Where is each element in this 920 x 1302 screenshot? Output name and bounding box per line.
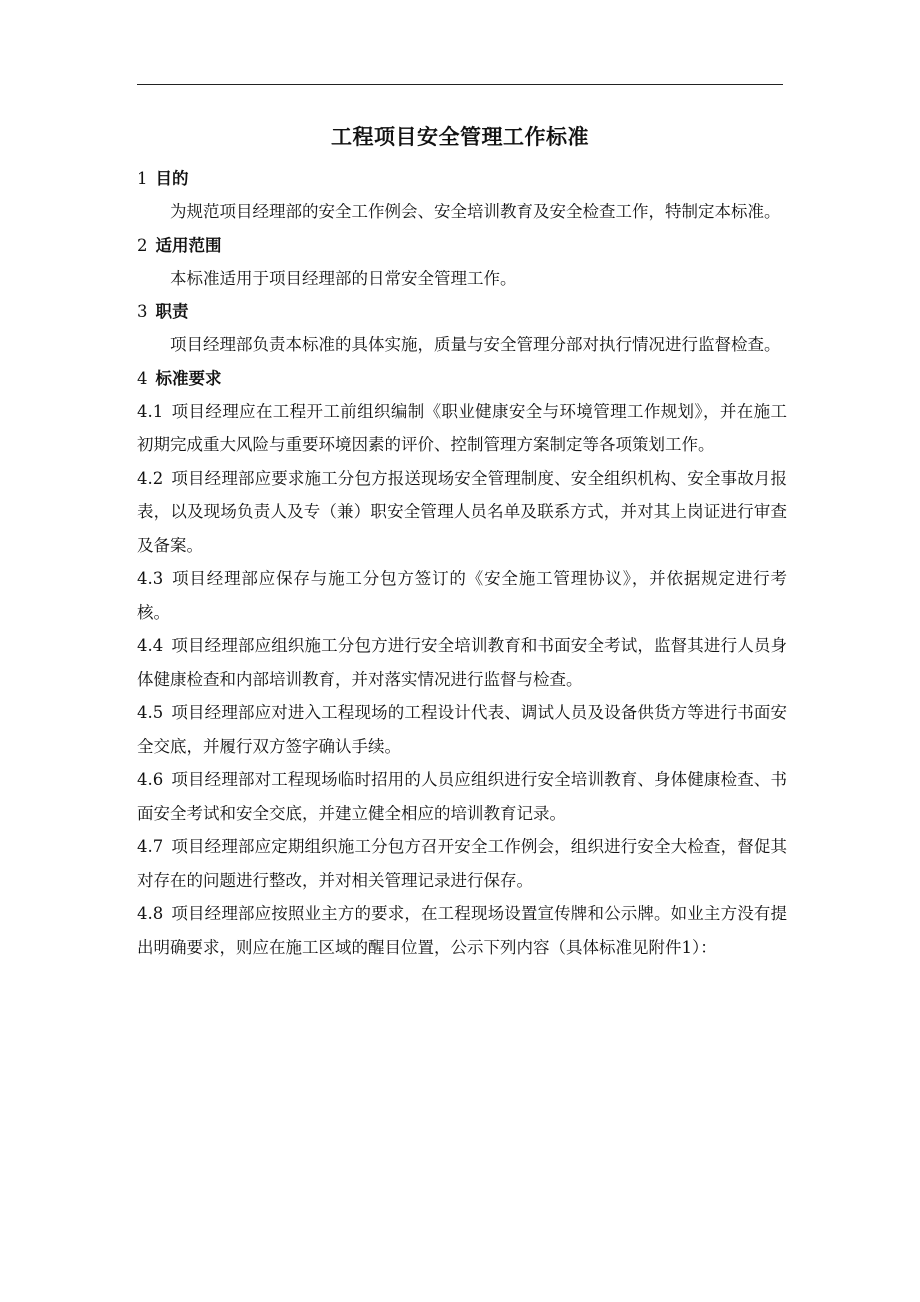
requirement-text: 项目经理部应要求施工分包方报送现场安全管理制度、安全组织机构、安全事故月报表，以及现场负责人及专（兼）职安全管理人员名单及联系方式，并对其上岗证进行审查及备案。 bbox=[137, 468, 787, 555]
section-title: 标准要求 bbox=[155, 368, 222, 388]
requirement-item bbox=[137, 830, 787, 897]
section-heading bbox=[137, 362, 787, 395]
requirement-number: 4.5 bbox=[137, 703, 164, 722]
requirement-text: 项目经理部应按照业主方的要求，在工程现场设置宣传牌和公示牌。如业主方没有提出明确要求，则应在施工区域的醒目位置，公示下列内容（具体标准见附件1）： bbox=[137, 904, 787, 957]
requirement-number: 4.4 bbox=[137, 636, 164, 655]
header-rule bbox=[137, 84, 783, 85]
section-number: 1 bbox=[137, 169, 148, 188]
requirement-text: 项目经理部应组织施工分包方进行安全培训教育和书面安全考试，监督其进行人员身体健康检查和内部培训教育，并对落实情况进行监督与检查。 bbox=[137, 636, 787, 689]
section-heading bbox=[137, 162, 787, 195]
section-title: 职责 bbox=[155, 302, 189, 321]
requirement-text: 项目经理应在工程开工前组织编制《职业健康安全与环境管理工作规划》，并在施工初期完成重大风险与重要环境因素的评价、控制管理方案制定等各项策划工作。 bbox=[137, 401, 787, 454]
requirement-number: 4.6 bbox=[137, 770, 164, 789]
requirement-item bbox=[137, 629, 787, 696]
section-title: 目的 bbox=[155, 169, 189, 188]
section-number: 4 bbox=[137, 368, 148, 388]
requirement-text: 项目经理部应对进入工程现场的工程设计代表、调试人员及设备供货方等进行书面安全交底，并履行双方签字确认手续。 bbox=[137, 703, 787, 756]
section-heading bbox=[137, 295, 787, 328]
requirement-number: 4.3 bbox=[137, 569, 164, 588]
requirement-item bbox=[137, 696, 787, 763]
requirement-number: 4.8 bbox=[137, 904, 164, 923]
section-number: 3 bbox=[137, 302, 148, 321]
document-title: 工程项目安全管理工作标准 bbox=[331, 125, 589, 149]
requirement-text: 项目经理部应保存与施工分包方签订的《安全施工管理协议》，并依据规定进行考核。 bbox=[137, 569, 787, 622]
section-heading bbox=[137, 229, 787, 262]
requirement-item bbox=[137, 897, 787, 964]
document-body bbox=[137, 162, 787, 964]
section-paragraph: 项目经理部负责本标准的具体实施，质量与安全管理分部对执行情况进行监督检查。 bbox=[170, 335, 781, 354]
requirement-item bbox=[137, 395, 787, 462]
section-number: 2 bbox=[137, 235, 148, 255]
requirement-text: 项目经理部应定期组织施工分包方召开安全工作例会，组织进行安全大检查，督促其对存在的问题进行整改，并对相关管理记录进行保存。 bbox=[137, 837, 787, 890]
requirement-item bbox=[137, 462, 787, 563]
requirement-item bbox=[137, 763, 787, 830]
requirement-item bbox=[137, 562, 787, 629]
section-paragraph: 为规范项目经理部的安全工作例会、安全培训教育及安全检查工作，特制定本标准。 bbox=[170, 202, 781, 221]
requirement-text: 项目经理部对工程现场临时招用的人员应组织进行安全培训教育、身体健康检查、书面安全考试和安全交底，并建立健全相应的培训教育记录。 bbox=[137, 770, 787, 823]
requirement-number: 4.7 bbox=[137, 837, 164, 856]
requirement-number: 4.2 bbox=[137, 468, 164, 488]
section-paragraph: 本标准适用于项目经理部的日常安全管理工作。 bbox=[170, 268, 517, 288]
requirement-number: 4.1 bbox=[137, 401, 164, 421]
section-title: 适用范围 bbox=[155, 235, 222, 255]
